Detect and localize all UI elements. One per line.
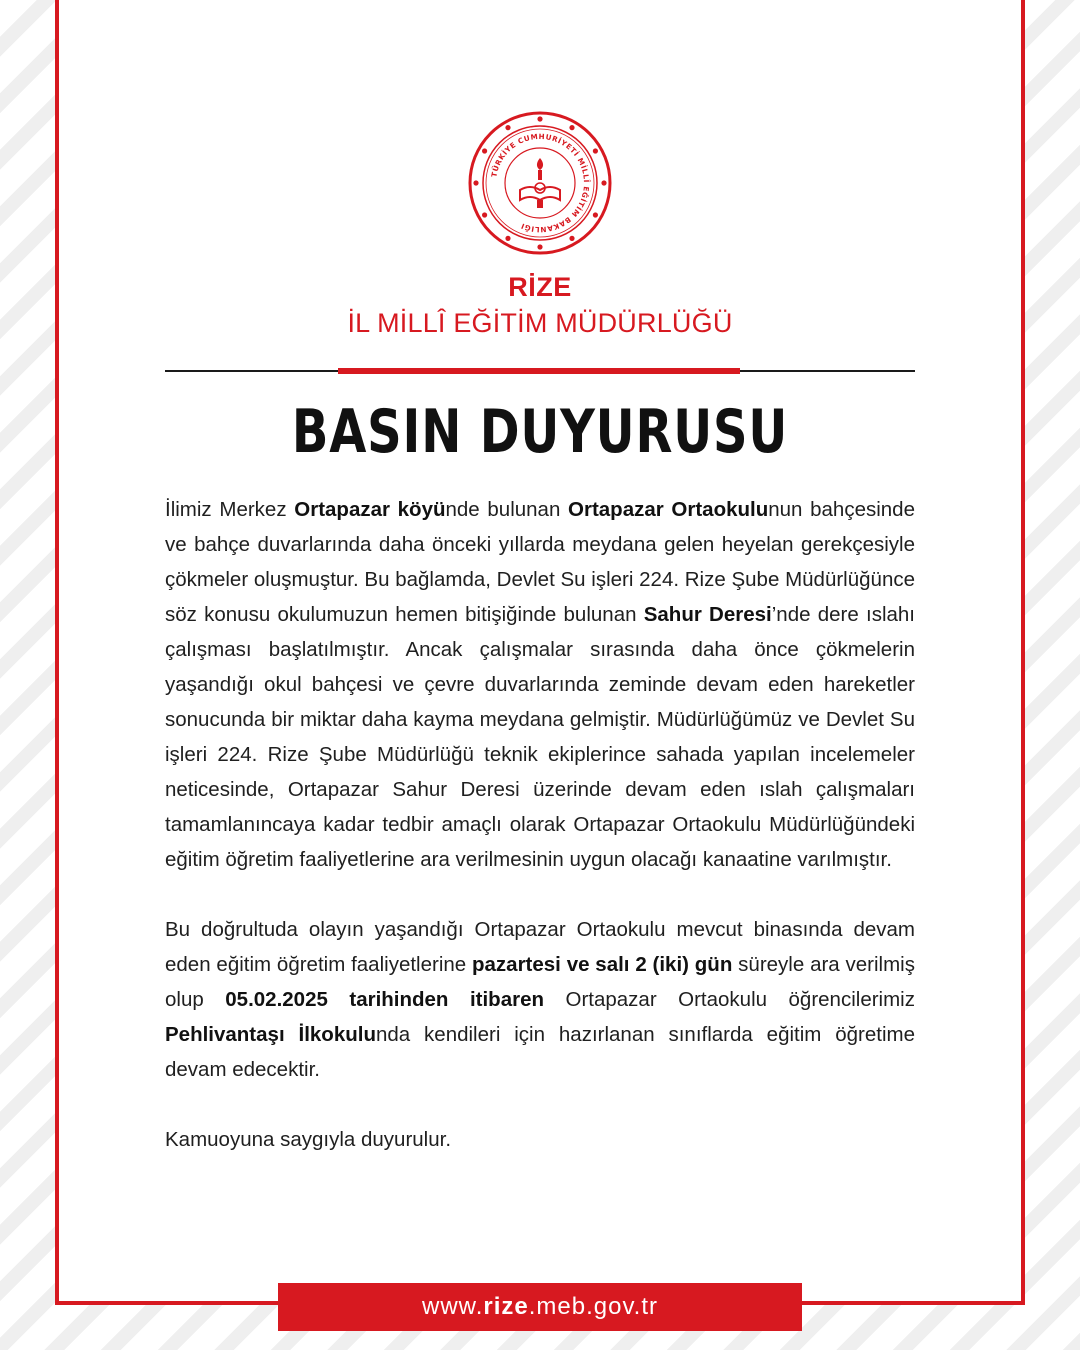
p1-text-1: İlimiz Merkez: [165, 498, 295, 521]
p1-text-4: ’nde dere ıslahı çalışması başlatılmıştır. Ancak çalışmalar sırasında daha önce çökmelerin yaşandığı okul bahçesi ve çevre duvarlarında zeminde devam eden hareketler sonucunda bir miktar daha kayma meydana gelmiştir. Müdürlüğümüz ve Devlet Su işleri 224. Rize Şube Müdürlüğü teknik ekiplerince sahada yapılan incelemeler neticesinde, Ortapazar Sahur Deresi üzerinde devam eden ıslah çalışmaları tamamlanıncaya kadar tedbir amaçlı olarak Ortapazar Ortaokulu Müdürlüğündeki eğitim öğretim faaliyetlerine ara verilmesinin uygun olacağı kanaatine varılmıştır.: [165, 603, 915, 871]
p1-text-2: nde bulunan: [445, 498, 569, 521]
url-domain: rize: [483, 1293, 529, 1320]
url-suffix: .meb.gov.tr: [528, 1293, 658, 1320]
website-link[interactable]: [278, 1283, 802, 1331]
p1-bold-village: Ortapazar köyü: [294, 498, 446, 521]
p2-bold-school: Pehlivantaşı İlkokulu: [165, 1023, 376, 1046]
paragraph-2: [165, 912, 915, 1087]
p1-bold-school: Ortapazar Ortaokulu: [568, 498, 769, 521]
svg-text:TÜRKİYE CUMHURİYETİ MİLLÎ EĞİT: TÜRKİYE CUMHURİYETİ MİLLÎ EĞİTİM BAKANLIĞI: [489, 131, 592, 235]
paragraph-1: [165, 492, 915, 877]
p2-bold-date: 05.02.2025 tarihinden itibaren: [225, 988, 544, 1011]
p2-text-3: Ortapazar Ortaokulu öğrencilerimiz: [544, 988, 915, 1011]
p1-text-3: nun bahçesinde ve bahçe duvarlarında daha önceki yıllarda meydana gelen heyelan gerekçesiyle çökmeler oluşmuştur. Bu bağlamda, Devlet Su işleri 224. Rize Şube Müdürlüğünce söz konusu okulumuzun hemen bitişiğinde bulunan: [165, 498, 915, 626]
closing-line: Kamuoyuna saygıyla duyurulur.: [165, 1128, 452, 1151]
p2-bold-days: pazartesi ve salı 2 (iki) gün: [472, 953, 733, 976]
p2-text-1: Bu doğrultuda olayın yaşandığı Ortapazar Ortaokulu mevcut binasında devam eden eğitim öğretim faaliyetlerine: [165, 918, 915, 976]
page-title: BASIN DUYURUSU: [291, 397, 789, 467]
separator-accent: [338, 368, 740, 374]
p2-text-4: nda kendileri için hazırlanan sınıflarda eğitim öğretime devam edecektir.: [165, 1023, 915, 1081]
ministry-seal-icon: [465, 108, 615, 258]
p1-bold-river: Sahur Deresi: [643, 603, 772, 626]
org-name: İL MİLLÎ EĞİTİM MÜDÜRLÜĞÜ: [347, 308, 733, 338]
p2-text-2: süreyle ara verilmiş olup: [165, 953, 915, 1011]
url-prefix: www.: [422, 1293, 484, 1320]
announcement-body: [165, 492, 915, 1192]
org-city: RİZE: [508, 272, 572, 302]
